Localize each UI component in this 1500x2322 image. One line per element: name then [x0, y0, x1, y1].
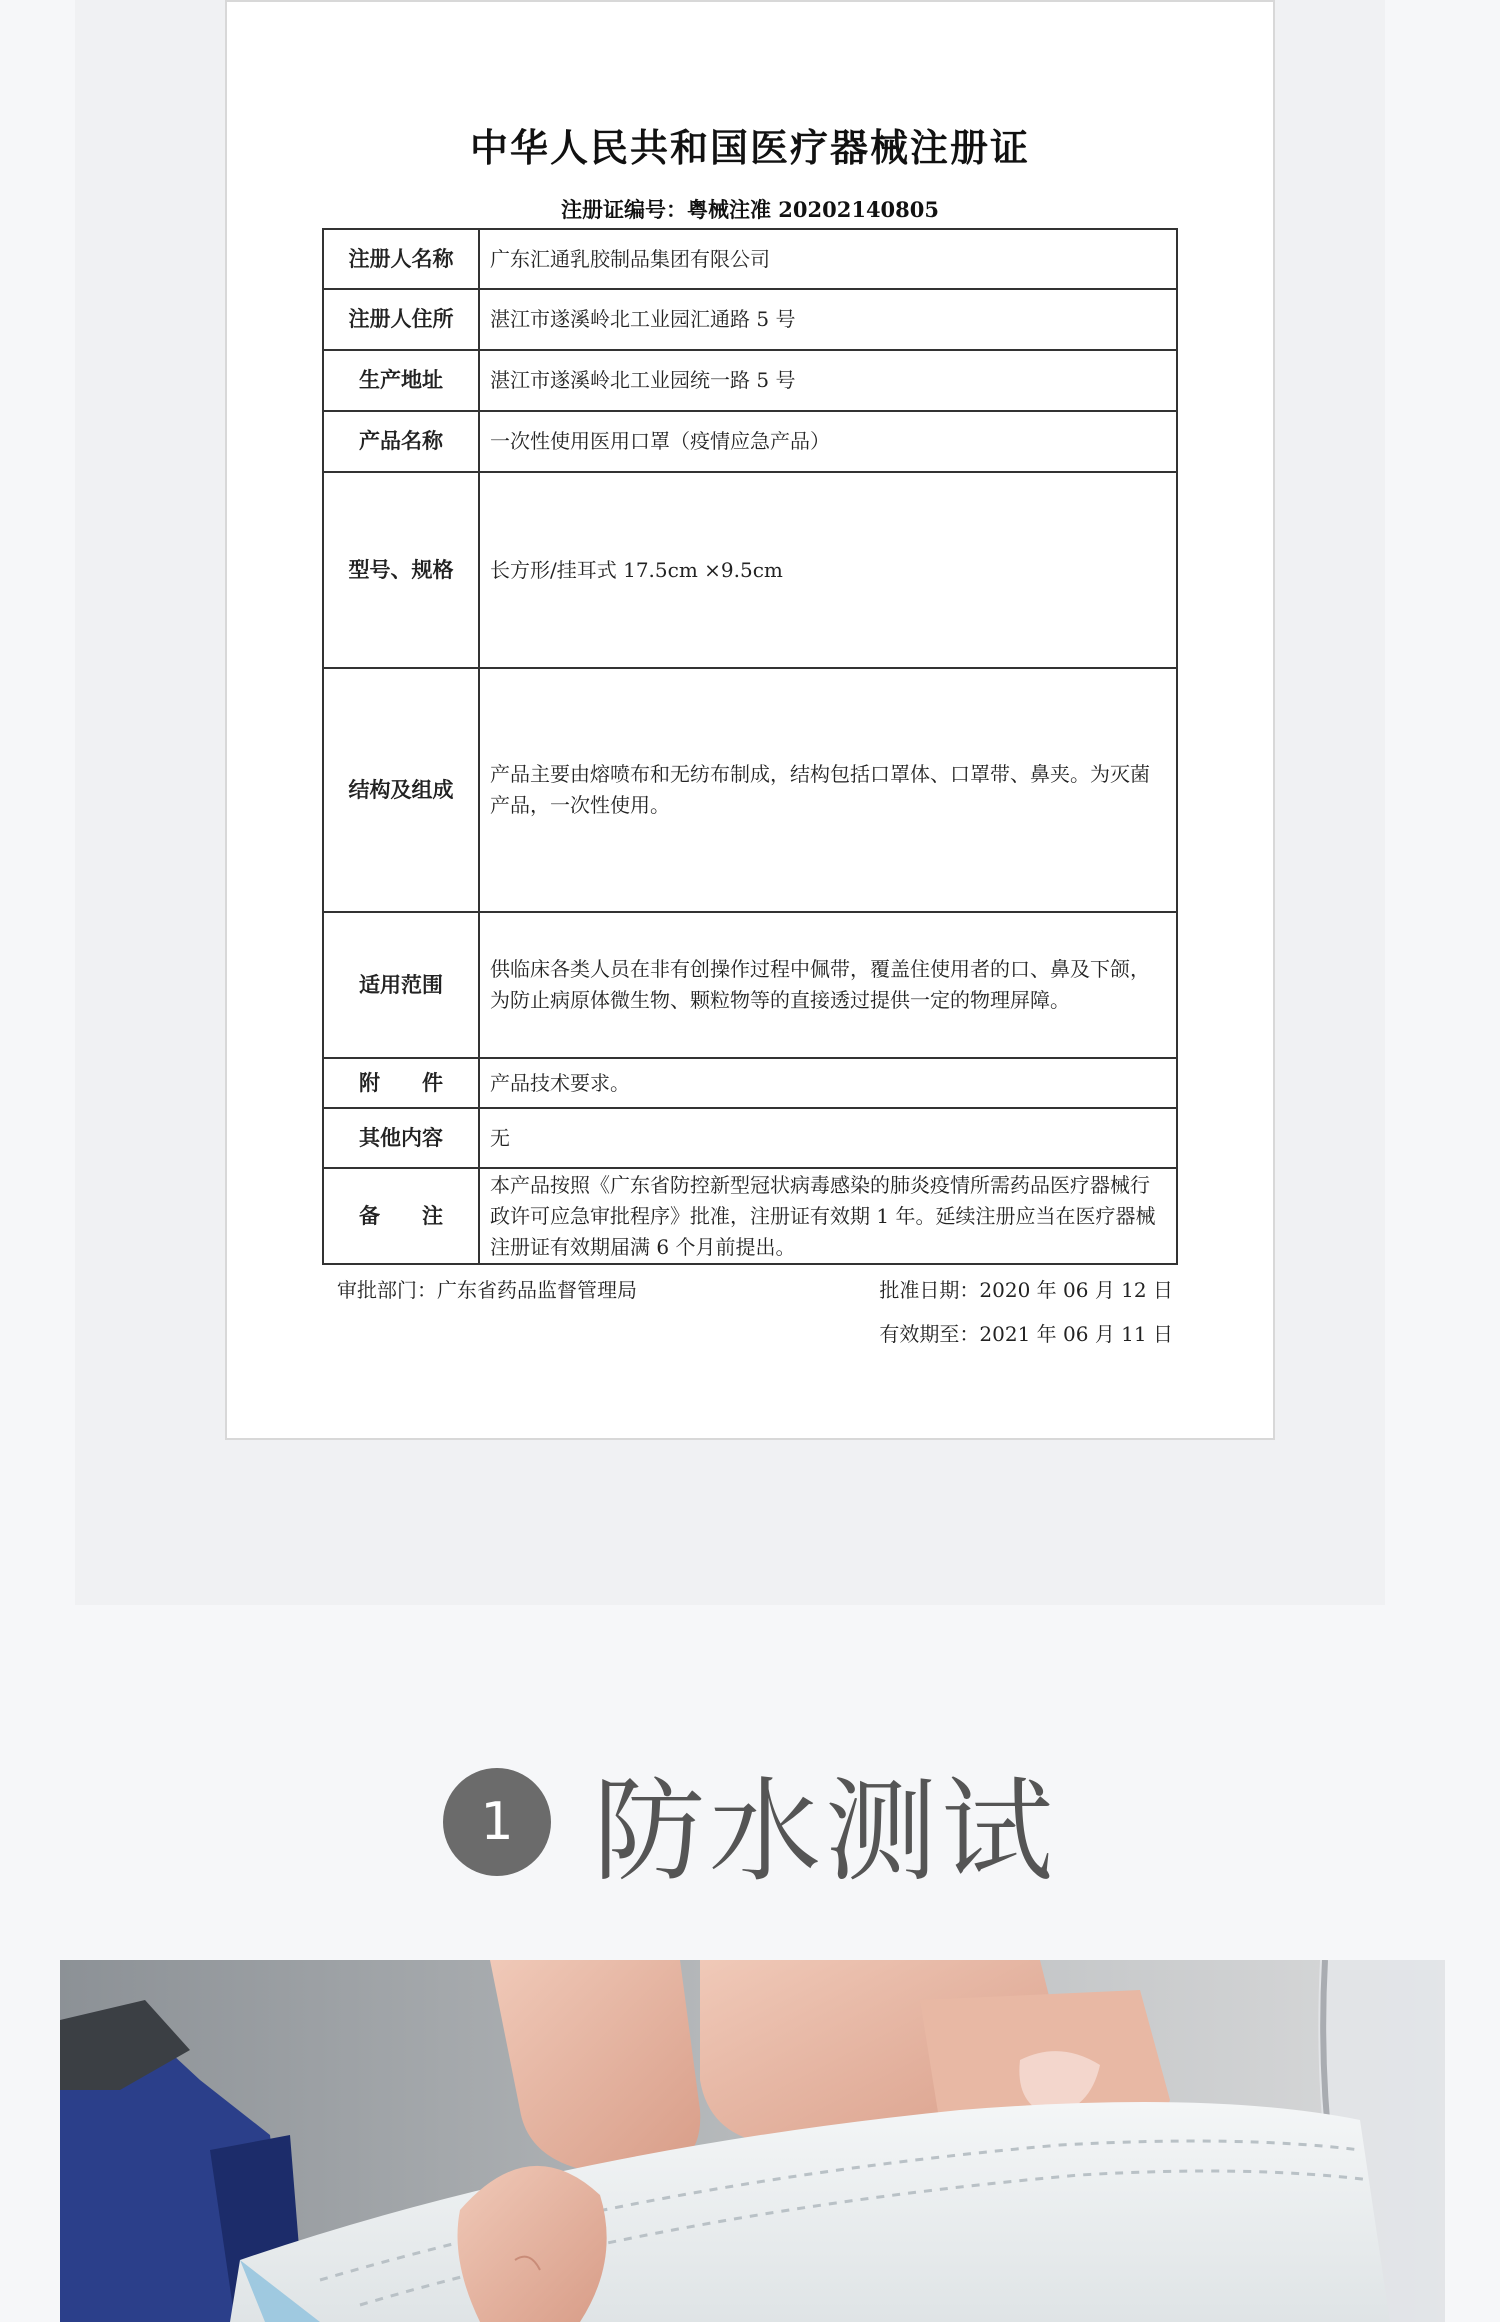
table-row: [323, 668, 1177, 912]
certificate-number: 注册证编号：粤械注准 20202140805: [560, 197, 940, 222]
row-label: 注册人住所: [323, 289, 479, 350]
row-label: 附 件: [323, 1058, 479, 1108]
row-label: 其他内容: [323, 1108, 479, 1168]
row-value: 一次性使用医用口罩（疫情应急产品）: [479, 411, 1177, 472]
waterproof-test-photo: [60, 1960, 1445, 2322]
table-row: [323, 1168, 1177, 1264]
table-row: [323, 289, 1177, 350]
certificate-table: [322, 228, 1178, 1265]
section-title: 防水测试: [593, 1766, 1057, 1897]
row-value: 无: [479, 1108, 1177, 1168]
table-row: [323, 472, 1177, 668]
row-label: 结构及组成: [323, 668, 479, 912]
table-row: [323, 411, 1177, 472]
row-label: 备 注: [323, 1168, 479, 1264]
row-label: 型号、规格: [323, 472, 479, 668]
table-row: [323, 1108, 1177, 1168]
valid-until-date: 有效期至：2021 年 06 月 11 日: [879, 1322, 1173, 1346]
row-value: 湛江市遂溪岭北工业园汇通路 5 号: [479, 289, 1177, 350]
approval-department: 审批部门：广东省药品监督管理局: [337, 1278, 637, 1302]
table-row: [323, 1058, 1177, 1108]
table-row: [323, 350, 1177, 411]
section-heading: [0, 1762, 1500, 1897]
approval-date: 批准日期：2020 年 06 月 12 日: [879, 1278, 1173, 1302]
row-label: 产品名称: [323, 411, 479, 472]
table-row: [323, 912, 1177, 1058]
row-value: 产品主要由熔喷布和无纺布制成，结构包括口罩体、口罩带、鼻夹。为灭菌产品，一次性使用。: [479, 668, 1177, 912]
row-value: 产品技术要求。: [479, 1058, 1177, 1108]
row-value: 广东汇通乳胶制品集团有限公司: [479, 229, 1177, 289]
certificate-title: 中华人民共和国医疗器械注册证: [469, 125, 1030, 170]
section-number-badge: 1: [443, 1768, 551, 1876]
row-label: 注册人名称: [323, 229, 479, 289]
registration-certificate: [225, 0, 1275, 1440]
row-value: 供临床各类人员在非有创操作过程中佩带，覆盖住使用者的口、鼻及下颌，为防止病原体微生物、颗粒物等的直接透过提供一定的物理屏障。: [479, 912, 1177, 1058]
row-label: 适用范围: [323, 912, 479, 1058]
table-row: [323, 229, 1177, 289]
row-value: 长方形/挂耳式 17.5cm ×9.5cm: [479, 472, 1177, 668]
row-value: 本产品按照《广东省防控新型冠状病毒感染的肺炎疫情所需药品医疗器械行政许可应急审批程序》批准，注册证有效期 1 年。延续注册应当在医疗器械注册证有效期届满 6 个月前提出。: [479, 1168, 1177, 1264]
row-value: 湛江市遂溪岭北工业园统一路 5 号: [479, 350, 1177, 411]
photo-illustration: [60, 1960, 1445, 2322]
row-label: 生产地址: [323, 350, 479, 411]
